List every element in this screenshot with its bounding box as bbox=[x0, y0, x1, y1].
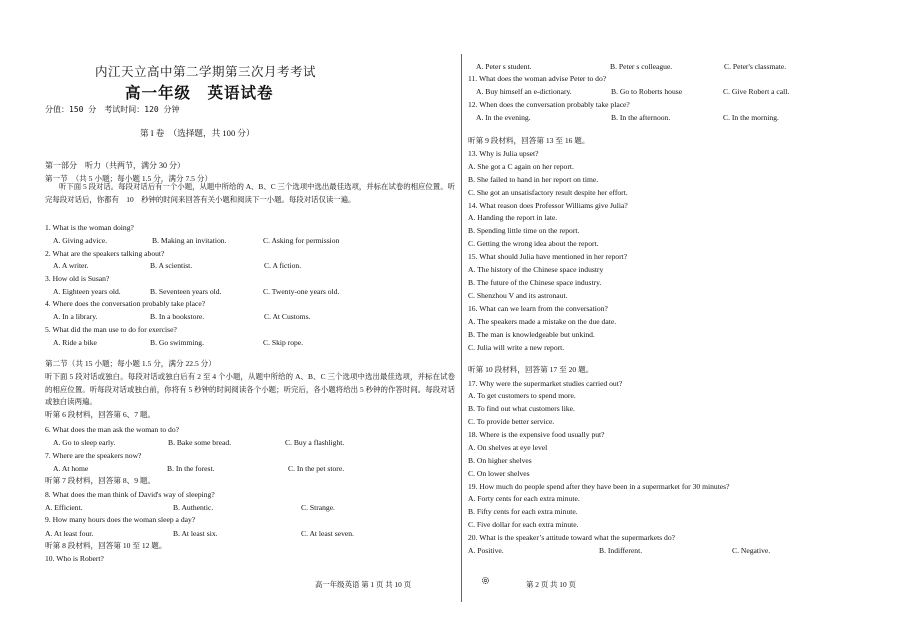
question-13-option-c: C. She got an unsatisfactory result despite her effort. bbox=[468, 188, 628, 197]
volume-heading: 第 I 卷 （选择题，共 100 分） bbox=[140, 128, 255, 138]
option-c: C. Twenty-one years old. bbox=[263, 287, 340, 296]
option-c: C. At Customs. bbox=[264, 312, 311, 321]
question-18-option-a: A. On shelves at eye level bbox=[468, 443, 548, 452]
material-10: 听第 10 段材料，回答第 17 至 20 题。 bbox=[468, 365, 594, 374]
option-b: B. At least six. bbox=[173, 529, 218, 538]
question-7: 7. Where are the speakers now? bbox=[45, 451, 142, 460]
material-9: 听第 9 段材料，回答第 13 至 16 题。 bbox=[468, 136, 590, 145]
footer-page-1: 高一年级英语 第 1 页 共 10 页 bbox=[315, 580, 412, 589]
material-6: 听第 6 段材料，回答第 6、7 题。 bbox=[45, 410, 156, 419]
question-2: 2. What are the speakers talking about? bbox=[45, 249, 165, 258]
question-5: 5. What did the man use to do for exercise? bbox=[45, 325, 177, 334]
question-12: 12. When does the conversation probably take place? bbox=[468, 100, 630, 109]
option-b: B. Authentic. bbox=[173, 503, 214, 512]
option-a: A. In the evening. bbox=[476, 113, 531, 122]
question-18: 18. Where is the expensive food usually put? bbox=[468, 430, 605, 439]
option-c: C. At least seven. bbox=[301, 529, 354, 538]
option-c: C. In the pet store. bbox=[288, 464, 345, 473]
question-14-option-b: B. Spending little time on the report. bbox=[468, 226, 580, 235]
option-a: A. Ride a bike bbox=[53, 338, 97, 347]
option-c: C. Peter's classmate. bbox=[724, 62, 787, 71]
option-b: B. In the afternoon. bbox=[611, 113, 671, 122]
section1-heading: 第一节 （共 5 小题；每小题 1.5 分，满分 7.5 分） bbox=[45, 174, 213, 183]
question-15-option-c: C. Shenzhou V and its astronaut. bbox=[468, 291, 568, 300]
question-18-option-b: B. On higher shelves bbox=[468, 456, 532, 465]
option-a: A. Efficient. bbox=[45, 503, 83, 512]
material-8: 听第 8 段材料，回答第 10 至 12 题。 bbox=[45, 541, 167, 550]
option-b: B. Seventeen years old. bbox=[150, 287, 222, 296]
question-13: 13. Why is Julia upset? bbox=[468, 149, 539, 158]
material-7: 听第 7 段材料，回答第 8、9 题。 bbox=[45, 476, 156, 485]
question-18-option-c: C. On lower shelves bbox=[468, 469, 530, 478]
option-b: B. Go to Roberts house bbox=[611, 87, 683, 96]
option-a: A. Giving advice. bbox=[53, 236, 107, 245]
question-11: 11. What does the woman advise Peter to do? bbox=[468, 74, 607, 83]
option-a: A. Eighteen years old. bbox=[53, 287, 121, 296]
option-a: A. At least four. bbox=[45, 529, 94, 538]
option-b: B. Making an invitation. bbox=[152, 236, 227, 245]
question-8: 8. What does the man think of David's way of sleeping? bbox=[45, 490, 215, 499]
question-19-option-a: A. Forty cents for each extra minute. bbox=[468, 494, 580, 503]
option-a: A. Go to sleep early. bbox=[53, 438, 116, 447]
option-a: A. Positive. bbox=[468, 546, 504, 555]
question-13-option-a: A. She got a C again on her report. bbox=[468, 162, 574, 171]
option-c: C. Strange. bbox=[301, 503, 335, 512]
option-c: C. Buy a flashlight. bbox=[285, 438, 345, 447]
option-a: A. In a library. bbox=[53, 312, 98, 321]
question-14-option-c: C. Getting the wrong idea about the report. bbox=[468, 239, 599, 248]
section2-heading: 第二节（共 15 小题；每小题 1.5 分，满分 22.5 分） bbox=[45, 359, 216, 368]
gear-icon bbox=[481, 576, 490, 585]
question-16-option-b: B. The man is knowledgeable but unkind. bbox=[468, 330, 595, 339]
question-15: 15. What should Julia have mentioned in her report? bbox=[468, 252, 628, 261]
option-c: C. A fiction. bbox=[264, 261, 302, 270]
option-c: C. Skip rope. bbox=[263, 338, 304, 347]
option-c: C. In the morning. bbox=[723, 113, 779, 122]
option-a: A. At home bbox=[53, 464, 89, 473]
option-c: C. Give Robert a call. bbox=[723, 87, 790, 96]
part1-heading: 第一部分 听力（共两节，满分 30 分） bbox=[45, 161, 185, 170]
school-title: 内江天立高中第二学期第三次月考考试 bbox=[95, 65, 317, 79]
question-13-option-b: B. She failed to hand in her report on time. bbox=[468, 175, 599, 184]
column-divider bbox=[461, 54, 462, 602]
question-15-option-b: B. The future of the Chinese space industry. bbox=[468, 278, 602, 287]
option-a: A. Peter s student. bbox=[476, 62, 532, 71]
section2-instructions: 听下面 5 段对话或独白。每段对话或独白后有 2 至 4 个小题，从题中所给的 A、B、C 三个选项中选出最佳选项，并标在试卷的相应位置。听每段对话或独白前，你将有 5 秒钟的时间阅读各个小题；听完后，各小题将给出 5 秒钟的作答时间。每段对话或独白读两遍。 bbox=[45, 372, 455, 407]
option-c: C. Asking for permission bbox=[263, 236, 340, 245]
question-3: 3. How old is Susan? bbox=[45, 274, 110, 283]
option-b: B. A scientist. bbox=[150, 261, 193, 270]
question-14: 14. What reason does Professor Williams give Julia? bbox=[468, 201, 628, 210]
question-17-option-c: C. To provide better service. bbox=[468, 417, 555, 426]
question-4: 4. Where does the conversation probably take place? bbox=[45, 299, 206, 308]
option-c: C. Negative. bbox=[732, 546, 771, 555]
question-1: 1. What is the woman doing? bbox=[45, 223, 134, 232]
option-b: B. Go swimming. bbox=[150, 338, 205, 347]
question-9: 9. How many hours does the woman sleep a day? bbox=[45, 515, 196, 524]
option-b: B. In the forest. bbox=[167, 464, 215, 473]
question-16: 16. What can we learn from the conversation? bbox=[468, 304, 608, 313]
section1-instructions: 听下面 5 段对话。每段对话后有一个小题，从题中所给的 A、B、C 三个选项中选出最佳选项，并标在试卷的相应位置。听完每段对话后，你都有 10 秒钟的时间来回答有关小题和阅读下一小题。每段对话仅读一遍。 bbox=[45, 182, 455, 204]
question-16-option-c: C. Julia will write a new report. bbox=[468, 343, 565, 352]
question-20: 20. What is the speaker’s attitude toward what the supermarkets do? bbox=[468, 533, 676, 542]
option-a: A. A writer. bbox=[53, 261, 89, 270]
question-17: 17. Why were the supermarket studies carried out? bbox=[468, 379, 623, 388]
question-16-option-a: A. The speakers made a mistake on the due date. bbox=[468, 317, 617, 326]
question-19-option-c: C. Five dollar for each extra minute. bbox=[468, 520, 579, 529]
question-19-option-b: B. Fifty cents for each extra minute. bbox=[468, 507, 578, 516]
footer-page-2: 第 2 页 共 10 页 bbox=[526, 580, 576, 589]
question-19: 19. How much do people spend after they have been in a supermarket for 30 minutes? bbox=[468, 482, 730, 491]
option-b: B. Bake some bread. bbox=[168, 438, 232, 447]
question-6: 6. What does the man ask the woman to do? bbox=[45, 425, 179, 434]
question-17-option-b: B. To find out what customers like. bbox=[468, 404, 575, 413]
question-15-option-a: A. The history of the Chinese space industry bbox=[468, 265, 604, 274]
option-b: B. Indifferent. bbox=[599, 546, 643, 555]
question-10: 10. Who is Robert? bbox=[45, 554, 104, 563]
question-17-option-a: A. To get customers to spend more. bbox=[468, 391, 576, 400]
option-a: A. Buy himself an e-dictionary. bbox=[476, 87, 572, 96]
option-b: B. Peter s colleague. bbox=[610, 62, 673, 71]
question-14-option-a: A. Handing the report in late. bbox=[468, 213, 558, 222]
score-time: 分值：150 分 考试时间：120 分钟 bbox=[45, 105, 180, 114]
option-b: B. In a bookstore. bbox=[150, 312, 205, 321]
exam-title: 高一年级 英语试卷 bbox=[125, 84, 274, 102]
